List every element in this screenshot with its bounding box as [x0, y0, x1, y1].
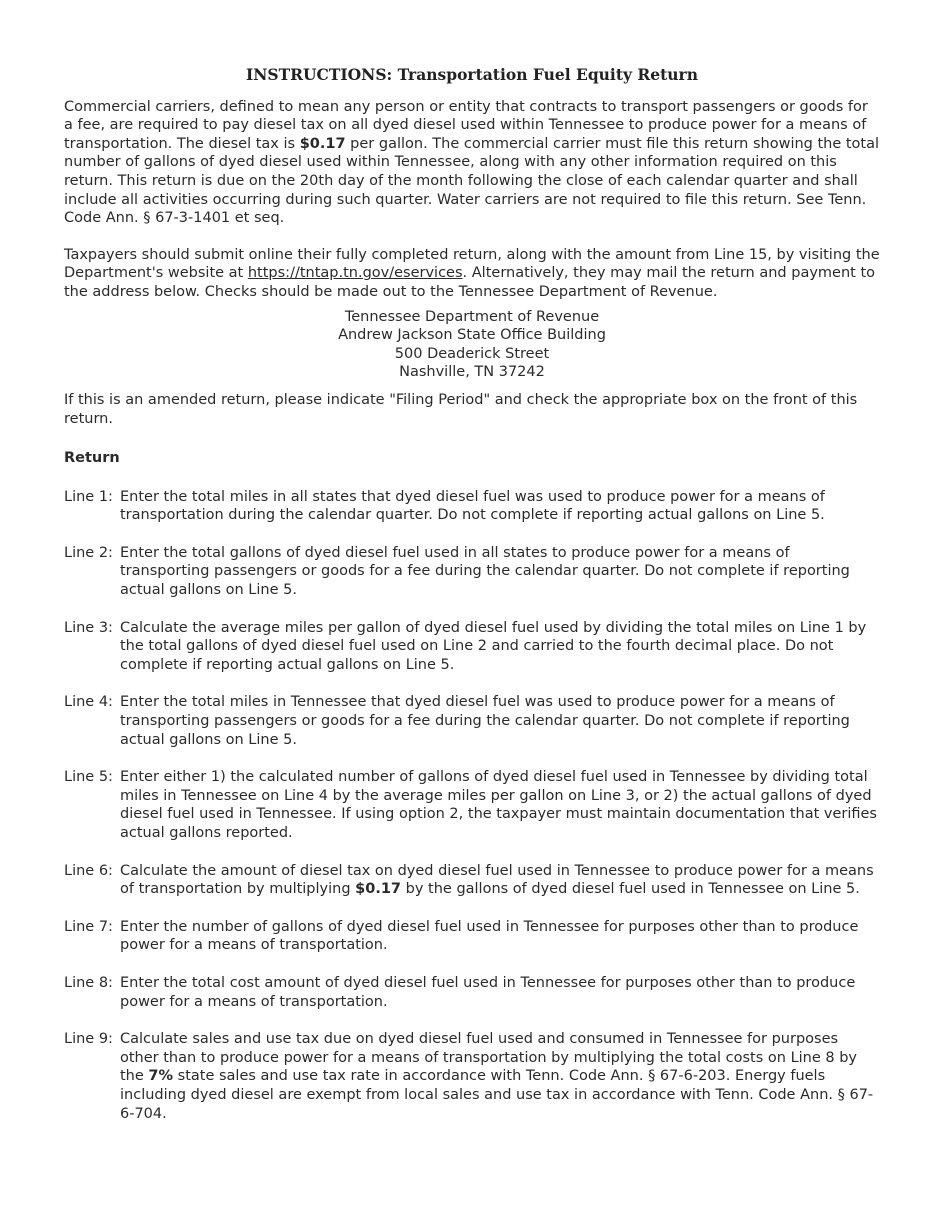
line-label: Line 9: — [64, 1031, 113, 1048]
sales-tax-rate: 7% — [148, 1068, 174, 1085]
intro-paragraph — [64, 98, 880, 228]
line-text — [120, 862, 880, 899]
amended-return-note: If this is an amended return, please indicate "Filing Period" and check the appropriate box on the front of this return. — [64, 391, 858, 427]
line-6-instruction — [64, 862, 880, 899]
intro-text-2: per gallon. The commercial carrier must file this return showing the total number of gallons of dyed diesel used within Tennessee, along with any other information required on this return. This return is due on the 20th day of the month following the close of each calendar quarter and shall include all activities occurring during such quarter. Water carriers are not required to file this return. See Tenn. Code Ann. § 67-3-1401 et seq. — [64, 135, 880, 227]
line-3-instruction — [64, 619, 880, 675]
line-text-part: by the gallons of dyed diesel fuel used in Tennessee on Line 5. — [401, 881, 860, 898]
line-7-instruction — [64, 918, 880, 955]
diesel-tax-rate: $0.17 — [299, 135, 346, 152]
mailing-address — [64, 308, 880, 382]
line-8-instruction — [64, 974, 880, 1011]
line-label: Line 3: — [64, 619, 113, 636]
address-line: 500 Deaderick Street — [394, 345, 550, 362]
line-label: Line 1: — [64, 488, 113, 505]
address-line: Andrew Jackson State Office Building — [338, 327, 606, 344]
line-label: Line 5: — [64, 769, 113, 786]
line-label: Line 6: — [64, 862, 113, 879]
diesel-tax-rate: $0.17 — [355, 881, 402, 898]
line-text: Enter the total miles in all states that dyed diesel fuel was used to produce power for a means of transportation during the calendar quarter. Do not complete if reporting actual gallons on Line 5. — [120, 488, 825, 524]
line-1-instruction — [64, 488, 880, 525]
line-text: Enter the total cost amount of dyed diesel fuel used in Tennessee for purposes other than to produce power for a means of transportation. — [120, 974, 856, 1010]
page-title: INSTRUCTIONS: Transportation Fuel Equity Return — [246, 65, 698, 84]
line-text: Calculate the average miles per gallon of dyed diesel fuel used by dividing the total miles on Line 1 by the total gallons of dyed diesel fuel used on Line 2 and carried to the fourth decimal place. Do not complete if reporting actual gallons on Line 5. — [120, 619, 867, 673]
line-label: Line 4: — [64, 694, 113, 711]
intro-text-1: Commercial carriers, defined to mean any person or entity that contracts to transport passengers or goods for a fee, are required to pay diesel tax on all dyed diesel used within Tennessee to produce power for a means of transportation. The diesel tax is — [64, 98, 868, 152]
eservices-link[interactable]: https://tntap.tn.gov/eservices — [247, 265, 463, 282]
section-heading-return: Return — [64, 450, 120, 467]
line-text-part: Calculate the amount of diesel tax on dyed diesel fuel used in Tennessee to produce power for a means of transportation by multiplying — [120, 862, 874, 898]
submit-text-1: Taxpayers should submit online their fully completed return, along with the amount from Line 15, by visiting the Department's website at — [64, 246, 880, 282]
line-4-instruction — [64, 693, 880, 749]
address-line: Nashville, TN 37242 — [399, 364, 545, 381]
submit-paragraph — [64, 246, 880, 302]
line-text — [120, 1030, 880, 1123]
line-text: Enter either 1) the calculated number of gallons of dyed diesel fuel used in Tennessee by dividing total miles in Tennessee on Line 4 by the average miles per gallon on Line 3, or 2) the actual gallons of dyed diesel fuel used in Tennessee. If using option 2, the taxpayer must maintain documentation that verifies actual gallons reported. — [120, 769, 877, 841]
line-text-part: state sales and use tax rate in accordance with Tenn. Code Ann. § 67-6-203. Energy fuels including dyed diesel are exempt from local sales and use tax in accordance with Tenn. Code Ann. § 67-6-704. — [120, 1068, 874, 1122]
line-label: Line 2: — [64, 544, 113, 561]
line-text: Enter the total gallons of dyed diesel fuel used in all states to produce power for a means of transporting passengers or goods for a fee during the calendar quarter. Do not complete if reporting actual gallons on Line 5. — [120, 544, 850, 599]
line-text-part: Calculate sales and use tax due on dyed diesel fuel used and consumed in Tennessee for purposes other than to produce power for a means of transportation by multiplying the total costs on Line 8 by the — [120, 1031, 858, 1085]
line-text: Enter the number of gallons of dyed diesel fuel used in Tennessee for purposes other than to produce power for a means of transportation. — [120, 918, 859, 954]
line-label: Line 7: — [64, 918, 113, 935]
line-2-instruction — [64, 544, 880, 600]
address-line: Tennessee Department of Revenue — [344, 308, 600, 325]
line-text: Enter the total miles in Tennessee that dyed diesel fuel was used to produce power for a means of transporting passengers or goods for a fee during the calendar quarter. Do not complete if reporting actual gallons on Line 5. — [120, 694, 850, 748]
line-label: Line 8: — [64, 974, 113, 991]
line-9-instruction — [64, 1030, 880, 1123]
line-5-instruction — [64, 768, 880, 842]
submit-text-2: . Alternatively, they may mail the return and payment to the address below. Checks should be made out to the Tennessee Department of Revenue. — [64, 265, 876, 300]
